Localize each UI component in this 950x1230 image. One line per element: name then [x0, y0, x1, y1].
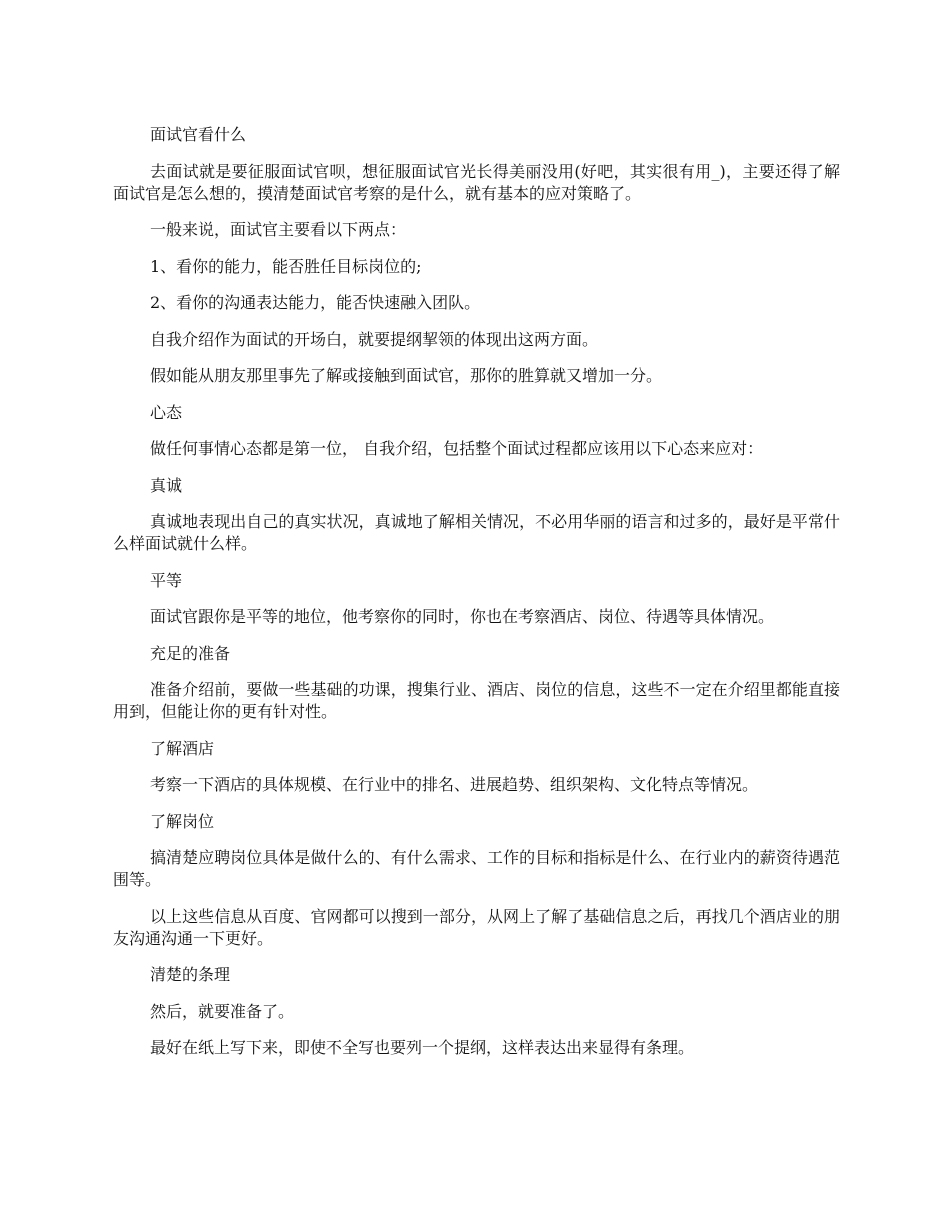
section-heading: 清楚的条理: [150, 965, 231, 984]
section-heading: 充足的准备: [150, 643, 231, 663]
section-heading: 面试官看什么: [150, 125, 247, 144]
body-paragraph: 假如能从朋友那里事先了解或接触到面试官，那你的胜算就又增加一分。: [150, 366, 663, 385]
body-paragraph: 去面试就是要征服面试官呗，想征服面试官光长得美丽没用(好吧，其实很有用_)，主要还得了解面试官是怎么想的，摸清楚面试官考察的是什么，就有基本的应对策略了。: [113, 161, 840, 203]
section-heading: 心态: [150, 402, 183, 422]
section-heading: 了解岗位: [150, 811, 215, 831]
body-paragraph: 考察一下酒店的具体规模、在行业中的排名、进展趋势、组织架构、文化特点等情况。: [150, 775, 759, 794]
body-paragraph: 最好在纸上写下来，即使不全写也要列一个提纲，这样表达出来显得有条理。: [150, 1038, 695, 1057]
body-paragraph: 做任何事情心态都是第一位， 自我介绍，包括整个面试过程都应该用以下心态来应对：: [150, 439, 764, 458]
section-heading: 了解酒店: [150, 738, 215, 758]
body-paragraph: 面试官跟你是平等的地位，他考察你的同时，你也在考察酒店、岗位、待遇等具体情况。: [150, 607, 775, 626]
section-heading: 真诚: [150, 475, 183, 495]
list-item: 1、看你的能力，能否胜任目标岗位的;: [150, 256, 422, 276]
body-paragraph: 以上这些信息从百度、官网都可以搜到一部分，从网上了解了基础信息之后，再找几个酒店业的朋友沟通沟通一下更好。: [113, 906, 840, 948]
section-heading: 平等: [150, 570, 183, 590]
body-paragraph: 然后，就要准备了。: [150, 1001, 295, 1021]
body-paragraph: 搞清楚应聘岗位具体是做什么的、有什么需求、工作的目标和指标是什么、在行业内的薪资待遇范围等。: [113, 848, 840, 889]
document-page: [113, 124, 840, 1074]
list-item: 2、看你的沟通表达能力，能否快速融入团队。: [150, 293, 481, 312]
body-paragraph: 准备介绍前，要做一些基础的功课，搜集行业、酒店、岗位的信息，这些不一定在介绍里都能直接用到，但能让你的更有针对性。: [113, 680, 840, 721]
body-paragraph: 一般来说，面试官主要看以下两点：: [150, 220, 407, 239]
body-paragraph: 自我介绍作为面试的开场白，就要提纲挈领的体现出这两方面。: [150, 329, 599, 349]
body-paragraph: 真诚地表现出自己的真实状况，真诚地了解相关情况，不必用华丽的语言和过多的，最好是平常什么样面试就什么样。: [113, 512, 840, 553]
